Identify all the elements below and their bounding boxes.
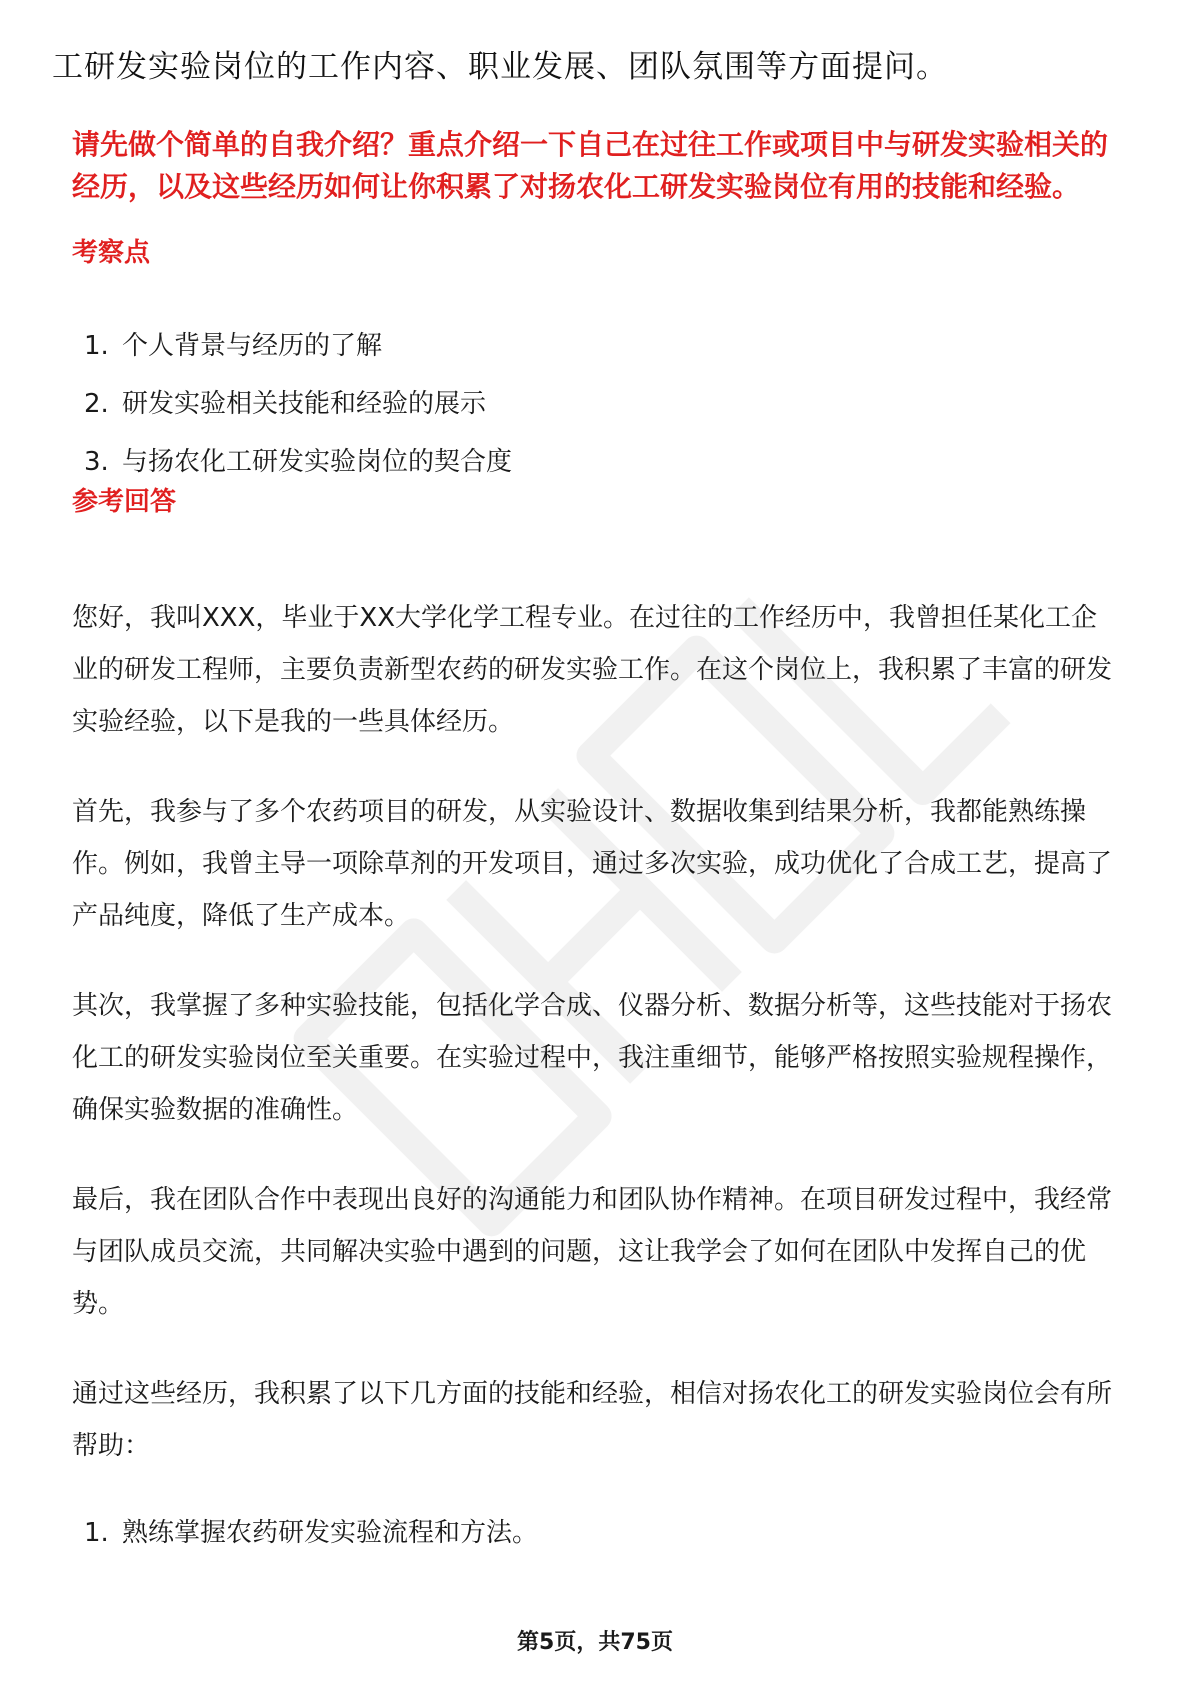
list-item-number: 2.: [84, 389, 109, 419]
list-item-number: 3.: [84, 447, 109, 477]
list-item-text: 研发实验相关技能和经验的展示: [122, 389, 487, 419]
page-top-line: 工研发实验岗位的工作内容、职业发展、团队氛围等方面提问。: [52, 49, 948, 85]
answer-paragraph: 最后，我在团队合作中表现出良好的沟通能力和团队协作精神。在项目研发过程中，我经常与团队成员交流，共同解决实验中遇到的问题，这让我学会了如何在团队中发挥自己的优势。: [72, 1185, 1113, 1319]
question-text: 请先做个简单的自我介绍？重点介绍一下自己在过往工作或项目中与研发实验相关的经历，以及这些经历如何让你积累了对扬农化工研发实验岗位有用的技能和经验。: [72, 128, 1109, 203]
answer-paragraph: 首先，我参与了多个农药项目的研发，从实验设计、数据收集到结果分析，我都能熟练操作。例如，我曾主导一项除草剂的开发项目，通过多次实验，成功优化了合成工艺，提高了产品纯度，降低了生产成本。: [72, 797, 1113, 931]
list-item-text: 熟练掌握农药研发实验流程和方法。: [122, 1518, 539, 1548]
answer-paragraph: 其次，我掌握了多种实验技能，包括化学合成、仪器分析、数据分析等，这些技能对于扬农化工的研发实验岗位至关重要。在实验过程中，我注重细节，能够严格按照实验规程操作，确保实验数据的准确性。: [72, 991, 1113, 1125]
list-item-text: 与扬农化工研发实验岗位的契合度: [122, 447, 513, 477]
list-item: [72, 384, 512, 442]
points-list: [72, 326, 512, 500]
answer-paragraph: 您好，我叫XXX，毕业于XX大学化学工程专业。在过往的工作经历中，我曾担任某化工企业的研发工程师，主要负责新型农药的研发实验工作。在这个岗位上，我积累了丰富的研发实验经验，以下是我的一些具体经历。: [72, 603, 1113, 737]
list-item: [72, 1513, 538, 1553]
answer-paragraph: 通过这些经历，我积累了以下几方面的技能和经验，相信对扬农化工的研发实验岗位会有所帮助：: [72, 1379, 1113, 1461]
list-item-number: 1.: [84, 1518, 109, 1548]
points-heading: 考察点: [72, 238, 151, 268]
list-item-number: 1.: [84, 331, 109, 361]
answer-heading: 参考回答: [72, 487, 177, 517]
page-footer: 第5页，共75页: [517, 1630, 673, 1655]
list-item-text: 个人背景与经历的了解: [122, 331, 383, 361]
skills-list: [72, 1513, 538, 1553]
answer-body: [72, 592, 1122, 1510]
list-item: [72, 326, 512, 384]
